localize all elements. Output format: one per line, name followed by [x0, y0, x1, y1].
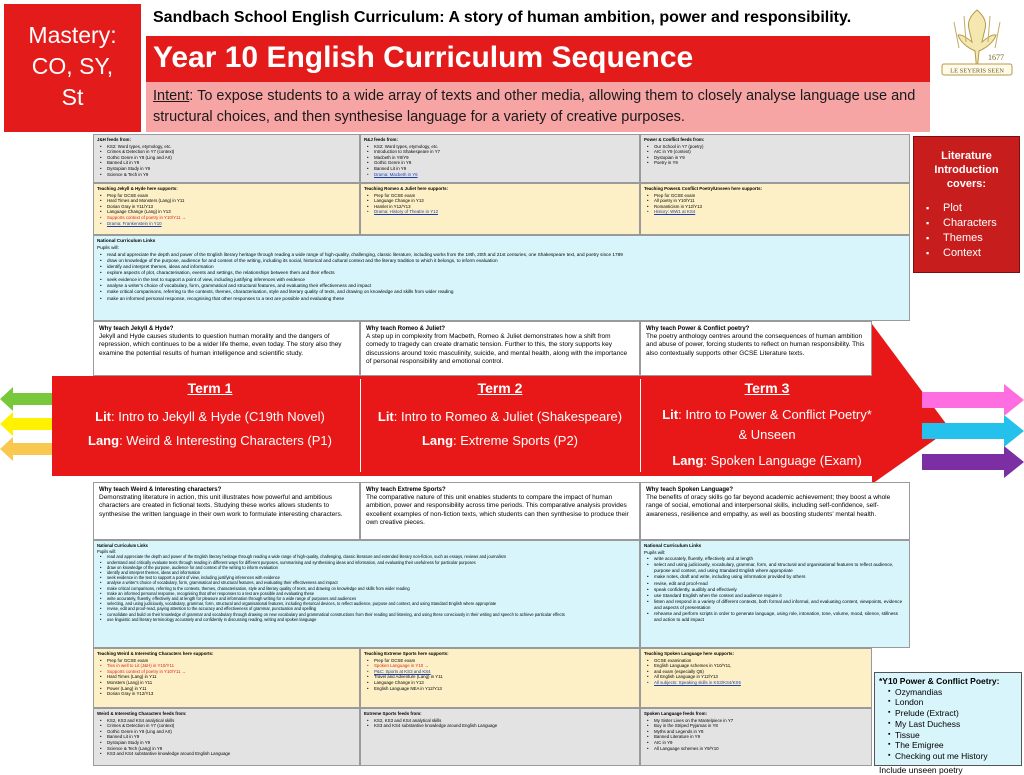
panel-text: A step up in complexity from Macbeth, Romeo & Juliet demonstrates how a shift from comedy to tragedy can create dramatic tension. Further to this, the story supports key discussions around toxic masculinity, suicide, and mental health, along with the importance of personal responsibility and emotional control. [366, 333, 628, 365]
list-item: • Dystopian Study in Y9 [107, 166, 356, 172]
list-item: • use Standard English when the context and audience require it [654, 593, 906, 599]
panel-title: Why teach Weird & Interesting characters? [99, 487, 222, 493]
list-item: • Prep for GCSE exam [374, 193, 636, 199]
list-item: • Science & Tech in Y9 [107, 172, 356, 178]
list-item: • select and using judiciously, vocabulary, grammar, form, and structural and organisational features to reflect audience, purpose and context, and using Standard English where appropriate [654, 562, 906, 574]
panel-title: Teaching Power& Conflict Poetry/Unseen here supports: [644, 186, 762, 191]
list-item: • English Language schemes in Y10/Y11, [654, 663, 868, 669]
list-item: • revise, edit and proof-read [654, 581, 906, 587]
list-item: • explore aspects of plot, characterisation, events and settings, the relationships between them and their effects [107, 270, 906, 276]
term-heading: Term 2 [477, 380, 523, 396]
list-item: • Gothic Genre in Y8 [374, 160, 636, 166]
list-item: • read and appreciate the depth and power of the English literary heritage through reading a wide range of high-quality, challenging, classic literature and extended literary non-fiction, such as essays, reviews and journalism [107, 554, 636, 559]
school-crest-logo [934, 2, 1020, 82]
lang-label: Lang [421, 433, 454, 448]
spoken-language-feeds-panel [640, 708, 872, 766]
literature-introduction-box [913, 136, 1020, 273]
lang-label: Lang [672, 453, 704, 468]
panel-title: Teaching Weird & Interesting Characters here supports: [97, 651, 214, 656]
list-item: • speak confidently, audibly and effectively [654, 587, 906, 593]
list-item: • rehearse and perform scripts in order to generate language, using role, intonation, tone, volume, mood, silence, stillness and action to add impact [654, 611, 906, 623]
poetry-list-box [874, 672, 1022, 775]
list-item: • Ties in well to Lit (J&H) in Y10/Y11 [107, 663, 356, 669]
list-item: • KS3 and KS4 substantive knowledge around English Language [107, 751, 356, 757]
weird-characters-feeds-panel [93, 708, 360, 766]
list-item: • Dystopian Study in Y9 [107, 740, 356, 746]
crest-motto: LE SEYERIS SEEN [950, 67, 1004, 75]
jh-feeds-panel [93, 134, 360, 183]
list-item: • make an informed personal response, recognising that other responses to a text are possible and evaluating these [107, 296, 906, 302]
list-item: • AIC in Y9 (context) [654, 149, 906, 155]
panel-title: J&H feeds from: [97, 137, 131, 142]
list-item: • draw on knowledge of the purpose, audience for and context of the writing, including its social, historical and cultural context and the literary tradition to which it belongs, to inform evaluation [107, 258, 906, 264]
list-item: • analyse a writer's choice of vocabulary, form, grammatical and structural features, and evaluating their effectiveness and impact [107, 580, 636, 585]
extreme-sports-feeds-panel [360, 708, 640, 766]
list-item: • make an informed personal response, recognising that other responses to a text are possible and evaluating these [107, 591, 636, 596]
list-item: • Banned Lit in Y9 [107, 160, 356, 166]
spoken-national-curriculum-panel [640, 540, 910, 648]
list-item: • read and appreciate the depth and power of the English literary heritage through reading a wide range of high-quality, challenging, classic literature, including works from the 19th, 20th and 21st centuries, one Shakespeare text, and poetry since 1789 [107, 252, 906, 258]
pc-feeds-panel [640, 134, 910, 183]
list-item: • and exam (especially Q5) [654, 669, 868, 675]
list-item: • Supports context of poetry in Y10/Y11 → [107, 669, 356, 675]
list-item: • Introduction to Shakespeare in Y7 [374, 149, 636, 155]
panel-title: Spoken Language feeds from: [644, 711, 707, 716]
term-heading: Term 1 [187, 380, 233, 396]
list-item: • analyse a writer's choice of vocabulary, form, grammatical and structural features, and evaluating their effectiveness and impact [107, 283, 906, 289]
panel-title: Teaching Spoken Language here supports: [644, 651, 734, 656]
lit-label: Lit [95, 409, 112, 424]
list-item: • Prep for GCSE exam [654, 193, 906, 199]
poetry-footer: Include unseen poetry [879, 764, 963, 775]
list-item: • Banned Literature in Y9 [654, 734, 868, 740]
panel-text: Demonstrating literature in action, this unit illustrates how powerful and ambitious characters are created in fictional texts. Studying these works allows students to synthesise the written language in their own work to formulate interesting characters. [99, 494, 343, 518]
list-item: • Myths and Legends in Y8 [654, 729, 868, 735]
term-lang: : Weird & Interesting Characters (P1) [119, 433, 332, 448]
spoken-language-supports-panel [640, 648, 872, 708]
poem-item: ▪ Checking out me History [888, 751, 1017, 762]
why-romeo-juliet-panel [360, 321, 640, 376]
mastery-box [4, 4, 141, 132]
lit-label: Lit [662, 407, 679, 422]
list-item: • write accurately, fluently, effectively and at length [654, 556, 906, 562]
panel-title: Weird & Interesting Characters feeds from: [97, 711, 187, 716]
literature-heading: Literature Introduction covers: [934, 150, 999, 190]
mastery-codes-1: CO, SY, [31, 53, 114, 79]
list-item: • listen and respond in a variety of different contexts, both formal and informal, and evaluating content, viewpoints, evidence and aspects of presentation [654, 599, 906, 611]
panel-text: Jekyll and Hyde causes students to question human morality and the dangers of repression, which continues to be a wider life theme, even today. The story also they examine the potential results of human intelligence and scientific study. [99, 333, 342, 357]
list-item: • Monsters (Lang) in Y11 [107, 680, 356, 686]
list-item: • GCSE examination [654, 658, 868, 664]
list-item: • make notes, draft and write, including using information provided by others [654, 574, 906, 580]
poem-item: ▪ My Last Duchess [888, 719, 1017, 730]
list-item: • KS2, KS3 and KS4 analytical skills [374, 718, 636, 724]
intent-statement [146, 82, 930, 132]
list-item: • All poetry in Y10/Y11 [654, 198, 906, 204]
list-item: • All Language schemes in Y9/Y10 [654, 746, 868, 752]
list-item: • make critical comparisons, referring to the contexts, themes, characterisation, style and literary quality of texts, and drawing on knowledge and skills from wider reading [107, 586, 636, 591]
list-item: • KS3 and KS4 substantive knowledge around English Language [374, 723, 636, 729]
top-national-curriculum-panel [93, 235, 910, 321]
term-2 [362, 376, 638, 453]
panel-text: The comparative nature of this unit enables students to compare the impact of human ambition, power and responsibility across time periods. This comparative analysis provides excellent examples of non-fiction texts, which students can then synthesise to produce their own creative pieces. [366, 494, 629, 526]
why-jekyll-hyde-panel [93, 321, 360, 376]
why-spoken-language-panel [640, 482, 910, 540]
term-lang: : Extreme Sports (P2) [453, 433, 579, 448]
term-3 [662, 376, 872, 473]
literature-item: ▪ Themes [926, 231, 1019, 246]
list-item[interactable]: • All subjects: Speaking skills in KS3/KS4/KS5 [654, 680, 868, 686]
list-item: • selecting, and using judiciously, vocabulary, grammar, form, structural and organisational features, including rhetorical devices, to reflect audience, purpose and context, and using Standard English where appropriate [107, 601, 636, 606]
term-divider [360, 379, 361, 472]
panel-title: Why teach Spoken Language? [646, 487, 734, 493]
bottom-national-curriculum-panel [93, 540, 640, 648]
purple-arrow [922, 446, 1024, 478]
panel-intro: Pupils will: [97, 549, 117, 555]
poem-item: ▪ Ozymandias [888, 687, 1017, 698]
panel-title: National Curriculum Links [97, 238, 156, 243]
list-item: • KS2: Word types, etymology, etc. [374, 144, 636, 150]
list-item: • Travel and Adventure (Lang) in Y11 [374, 674, 636, 680]
panel-title: Teaching Extreme Sports here supports: [364, 651, 449, 656]
list-item: • revise, edit and proof-read, paying attention to the accuracy and effectiveness of grammar, punctuation and spelling [107, 606, 636, 611]
list-item: • Dystopian in Y9 [654, 155, 906, 161]
mastery-codes-2: St [61, 84, 84, 110]
term-lit: : Intro to Romeo & Juliet (Shakespeare) [393, 409, 623, 424]
list-item: • Science & Tech (Lang) in Y9 [107, 746, 356, 752]
intent-label: Intent [153, 88, 190, 104]
list-item: • seek evidence in the text to support a point of view, including justifying inferences with evidence [107, 575, 636, 580]
mastery-label: Mastery: [28, 22, 117, 48]
literature-item: ▪ Context [926, 246, 1019, 261]
list-item[interactable]: • History: WW1 at KS4 [654, 209, 906, 215]
rj-feeds-panel [360, 134, 640, 183]
rj-supports-panel [360, 183, 640, 235]
panel-intro: Pupils will: [97, 245, 119, 251]
list-item: • Language Change in Y13 [374, 198, 636, 204]
term-lang: : Spoken Language (Exam) [703, 453, 862, 468]
pc-supports-panel [640, 183, 910, 235]
list-item: • Prep for GCSE exam [107, 658, 356, 664]
list-item: • KS2: Word types, etymology, etc. [107, 144, 356, 150]
poetry-heading: *Y10 Power & Conflict Poetry: [879, 676, 1000, 686]
panel-intro: Pupils will: [644, 550, 666, 556]
panel-title: Why teach Extreme Sports? [366, 487, 446, 493]
list-item: • Banned Lit in Y9 [107, 734, 356, 740]
why-extreme-sports-panel [360, 482, 640, 540]
list-item: • Hard Times and Monsters (Lang) in Y11 [107, 198, 356, 204]
list-item: • make critical comparisons, referring to the contexts, themes, characterisation, style and literary quality of texts, and drawing on knowledge and skills from wider reading [107, 289, 906, 295]
page-title: Year 10 English Curriculum Sequence [146, 36, 930, 82]
panel-title: National Curriculum Links [97, 543, 148, 548]
panel-title: National Curriculum Links [644, 543, 702, 548]
list-item: • Power (Lang) in Y11 [107, 686, 356, 692]
poem-item: ▪ Tissue [888, 730, 1017, 741]
lit-label: Lit [377, 409, 394, 424]
list-item: • Prep for GCSE exam [107, 193, 356, 199]
list-item: • seek evidence in the text to support a point of view, including justifying inferences with evidence [107, 277, 906, 283]
poem-item: ▪ London [888, 697, 1017, 708]
list-item[interactable]: • P&C: Sports at KS3 and KS4 [374, 669, 636, 675]
page-subtitle: Sandbach School English Curriculum: A story of human ambition, power and responsibility. [146, 2, 930, 36]
list-item: • Crimes & Detection in Y7 (context) [107, 149, 356, 155]
list-item: • Crimes & Detection in Y7 (context) [107, 723, 356, 729]
right-side-arrows [922, 384, 1024, 480]
list-item: • Banned Lit in Y9 [374, 166, 636, 172]
list-item: • Language Change (Lang) in Y13 [107, 209, 356, 215]
crest-year: 1677 [988, 53, 1004, 62]
why-power-conflict-panel [640, 321, 872, 376]
why-weird-characters-panel [93, 482, 360, 540]
list-item: • My Sister Lives on the Mantelpiece in Y7 [654, 718, 868, 724]
panel-title: Teaching Romeo & Juliet here supports: [364, 186, 449, 191]
extreme-sports-supports-panel [360, 648, 640, 708]
list-item: • KS2, KS3 and KS4 analytical skills [107, 718, 356, 724]
panel-title: Power & Conflict feeds from: [644, 137, 705, 142]
term-divider [640, 379, 641, 472]
list-item: • Supports context of poetry in Y10/Y11 → [107, 215, 356, 221]
panel-title: Why teach Jekyll & Hyde? [99, 326, 174, 332]
list-item: • Dorian Gray in Y12/Y13 [107, 691, 356, 697]
list-item: • Poetry in Y9 [654, 160, 906, 166]
list-item: • write accurately, fluently, effectively and at length for pleasure and information through writing for a wide range of purposes and audiences [107, 596, 636, 601]
list-item: • Gothic Genre in Y8 (Ling and Art) [107, 729, 356, 735]
panel-text: The benefits of oracy skills go far beyond academic achievement; they boost a whole range of social, emotional and interpersonal skills, including self-confidence, self-awareness, resilience and empathy, as well as boosting students' mental health. [646, 494, 891, 518]
list-item: • Hamlet in Y12/Y13 [374, 204, 636, 210]
blue-arrow [922, 415, 1024, 447]
panel-title: Teaching Jekyll & Hyde here supports: [97, 186, 178, 191]
list-item: • Romanticism in Y12/Y13 [654, 204, 906, 210]
pink-arrow [922, 384, 1024, 416]
literature-item: ▪ Characters [926, 216, 1019, 231]
poem-item: ▪ The Emigree [888, 740, 1017, 751]
list-item: • consolidate and build on their knowledge of grammar and vocabulary through drawing on new vocabulary and grammatical constructions from their reading and listening, and using these consciously in their writing and speech to achieve particular effects [107, 612, 636, 617]
term-lit: : Intro to Jekyll & Hyde (C19th Novel) [111, 409, 325, 424]
panel-title: Why teach Romeo & Juliet? [366, 326, 446, 332]
list-item: • Gothic Genre in Y8 (Ling and Art) [107, 155, 356, 161]
weird-characters-supports-panel [93, 648, 360, 708]
list-item: • Our School in Y7 (poetry) [654, 144, 906, 150]
list-item: • Dorian Gray in Y11/Y13 [107, 204, 356, 210]
list-item: • identify and interpret themes, ideas and information [107, 570, 636, 575]
list-item: • AIC in Y9 [654, 740, 868, 746]
term-heading: Term 3 [744, 380, 790, 396]
list-item: • Boy in the Striped Pyjamas in Y8 [654, 723, 868, 729]
lang-label: Lang [88, 433, 120, 448]
list-item: • Macbeth in Y8/Y9 [374, 155, 636, 161]
list-item: • Prep for GCSE exam [374, 658, 636, 664]
list-item: • Language Change in Y13 [374, 680, 636, 686]
intent-text: : To expose students to a wide array of texts and other media, allowing them to closely analyse language use and structural choices, and then synthesise language for a variety of creative purposes. [153, 88, 916, 125]
panel-title: Extreme Sports feeds from: [364, 711, 422, 716]
poem-item: ▪ Prelude (Extract) [888, 708, 1017, 719]
list-item[interactable]: • Drama: Frankenstein in Y10 [107, 221, 356, 227]
panel-text: The poetry anthology centres around the consequences of human ambition and abuse of power, forcing students to reflect on human responsibility. This also contextually supports other GCSE Literature texts. [646, 333, 865, 357]
list-item: • draw on knowledge of the purpose, audience for and context of the writing to inform evaluation [107, 565, 636, 570]
list-item[interactable]: • Drama: Macbeth in Y6 [374, 172, 636, 178]
term-lit: : Intro to Power & Conflict Poetry* & Unseen [678, 407, 872, 442]
term-1 [62, 376, 358, 453]
list-item: • identify and interpret themes, ideas and information [107, 264, 906, 270]
list-item: • Spoken Language in Y10 → [374, 663, 636, 669]
list-item: • use linguistic and literary terminology accurately and confidently in discussing reading, writing and spoken language [107, 617, 636, 622]
list-item: • All English Language in Y12/Y13 [654, 674, 868, 680]
list-item: • understand and critically evaluate texts through reading in different ways for different purposes, summarising and synthesising ideas and information, and evaluating their usefulness for particular purposes [107, 560, 636, 565]
list-item[interactable]: • Drama: History of Theatre in Y12 [374, 209, 636, 215]
panel-title: R&J feeds from: [364, 137, 398, 142]
jh-supports-panel [93, 183, 360, 235]
list-item: • English Language NEA in Y12/Y13 [374, 686, 636, 692]
literature-item: ▪ Plot [926, 201, 1019, 216]
panel-title: Why teach Power & Conflict poetry? [646, 326, 750, 332]
list-item: • Hard Times (Lang) in Y11 [107, 674, 356, 680]
